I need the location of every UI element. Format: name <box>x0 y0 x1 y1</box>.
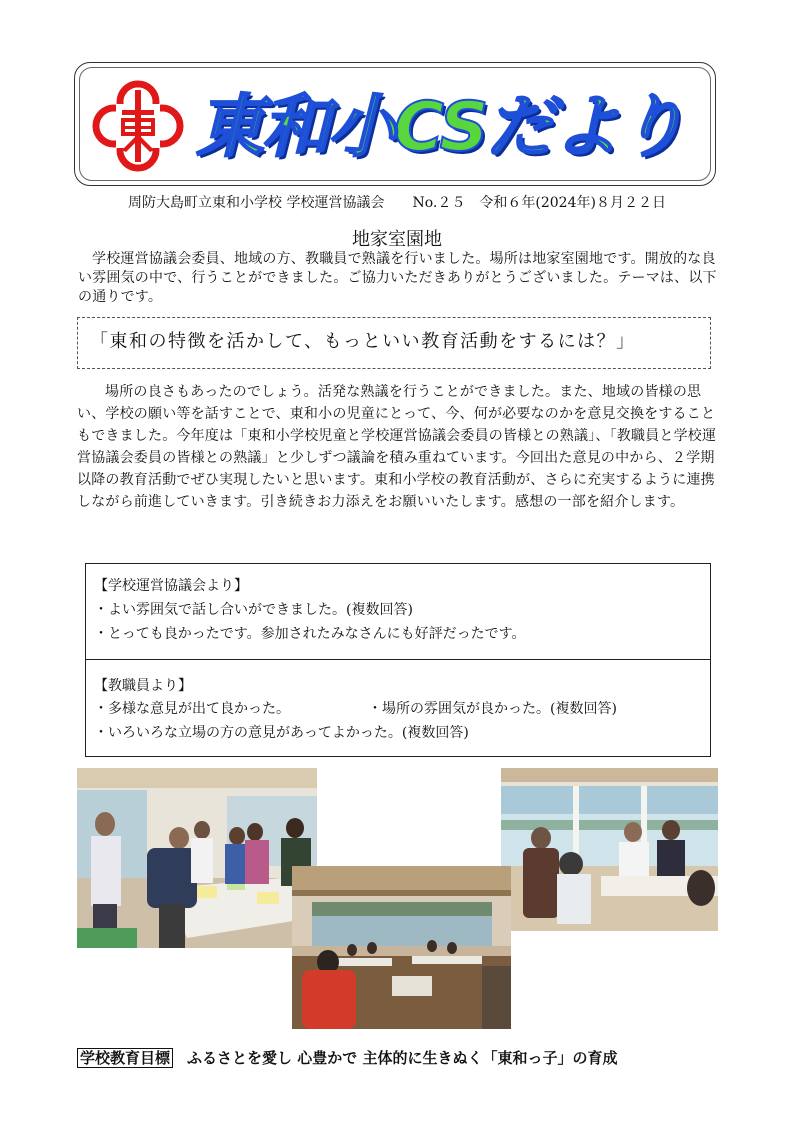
issue-number: No.２５ <box>412 195 466 211</box>
photo-seaside-discussion <box>501 768 718 931</box>
issue-date: 令和６年(2024年)８月２２日 <box>479 195 666 211</box>
staff-comment: ・多様な意見が出て良かった。 <box>94 701 290 717</box>
newsletter-title: 東和小CSだより <box>196 88 685 167</box>
school-logo <box>92 80 184 172</box>
school-goal-label: 学校教育目標 <box>77 1048 173 1068</box>
staff-comment: ・場所の雰囲気が良かった。(複数回答) <box>368 701 617 717</box>
intro-paragraph: 学校運営協議会委員、地域の方、教職員で熟議を行いました。場所は地家室園地です。開放的な良い雰囲気の中で、行うことができました。ご協力いただきありがとうございました。テーマは、以下の通りです。 <box>78 251 717 305</box>
publication-info <box>0 194 794 212</box>
school-goal-text: ふるさとを愛し 心豊かで 主体的に生きぬく「東和っ子」の育成 <box>187 1049 618 1067</box>
council-comment: ・とっても良かったです。参加されたみなさんにも好評だったです。 <box>94 626 526 642</box>
council-comment: ・よい雰囲気で話し合いができました。(複数回答) <box>94 602 413 618</box>
photo-discussion-table <box>77 768 317 948</box>
comments-divider <box>85 659 711 660</box>
publisher: 周防大島町立東和小学校 学校運営協議会 <box>128 195 385 211</box>
body-paragraph: 場所の良さもあったのでしょう。活発な熟議を行うことができました。また、地域の皆様の思い、学校の願い等を話すことで、東和小の児童にとって、今、何が必要なのかを意見交換をすることもできました。今年度は「東和小学校児童と学校運営協議会委員の皆様との熟議」、「教職員と学校運営協議会委員の皆様との熟議」と少しずつ議論を積み重ねています。今回出た意見の中から、２学期以降の教育活動でぜひ実現したいと思います。東和小学校の教育活動が、さらに充実するように連携しながら前進していきます。引き続きお力添えをお願いいたします。感想の一部を紹介します。 <box>77 384 717 510</box>
staff-comment: ・いろいろな立場の方の意見があってよかった。(複数回答) <box>94 725 469 741</box>
theme-text: 「東和の特徴を活かして、もっといい教育活動をするには？」 <box>90 331 636 352</box>
article-heading: 地家室園地 <box>352 229 442 250</box>
staff-heading: 【教職員より】 <box>94 678 192 694</box>
photo-wide-room <box>292 866 511 1029</box>
school-goal <box>77 1046 717 1070</box>
council-heading: 【学校運営協議会より】 <box>94 578 248 594</box>
